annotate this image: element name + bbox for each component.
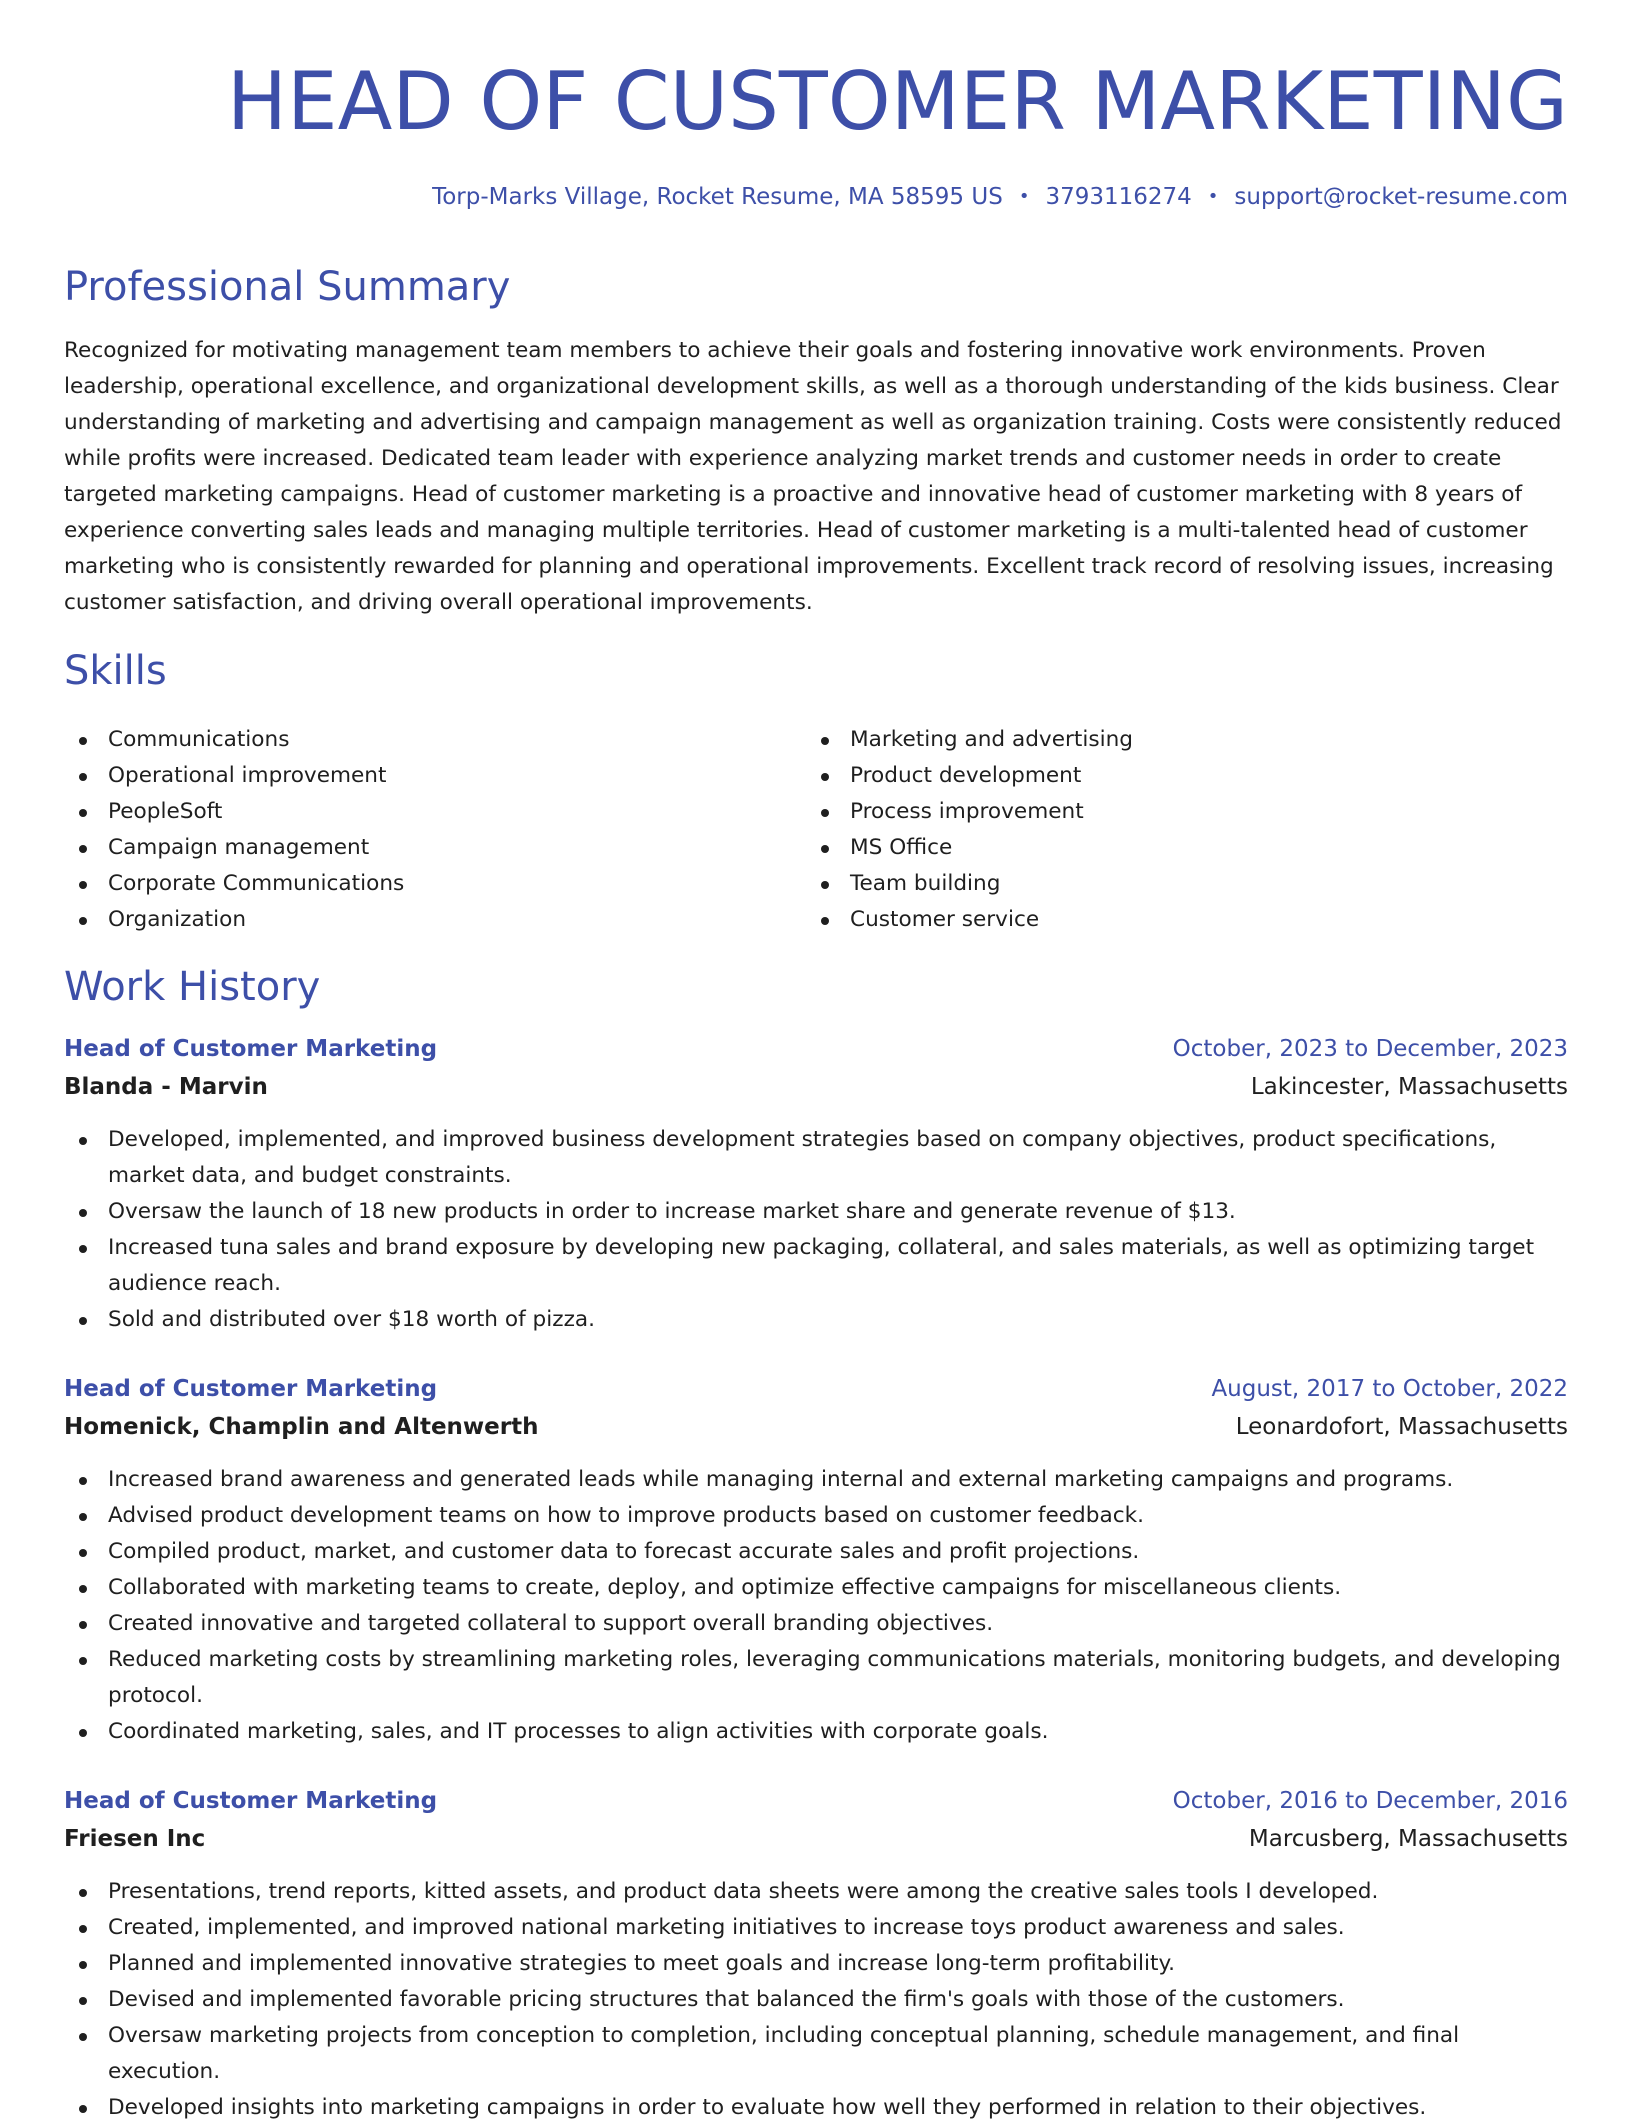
job-bullets xyxy=(64,1874,1568,2126)
job-company: Homenick, Champlin and Altenwerth xyxy=(64,1414,539,1440)
job-bullet: Reduced marketing costs by streamlining marketing roles, leveraging communications materials, monitoring budgets, and developing protocol. xyxy=(64,1642,1568,1714)
job-bullet: Increased tuna sales and brand exposure by developing new packaging, collateral, and sales materials, as well as optimizing target audience reach. xyxy=(64,1230,1568,1302)
job-title: Head of Customer Marketing xyxy=(64,1788,438,1814)
skill-item: Product development xyxy=(806,758,1133,794)
job-dates: October, 2016 to December, 2016 xyxy=(1172,1788,1568,1814)
contact-separator: • xyxy=(1207,186,1219,207)
skill-item: Communications xyxy=(64,722,404,758)
contact-phone: 3793116274 xyxy=(1045,184,1192,210)
skill-item: Corporate Communications xyxy=(64,866,404,902)
summary-text: Recognized for motivating management team members to achieve their goals and fostering innovative work environments. Proven leadership, operational excellence, and organizational development skills, as well as a thorough understanding of the kids business. Clear understanding of marketing and advertising and campaign management as well as organization training. Costs were consistently reduced while profits were increased. Dedicated team leader with experience analyzing market trends and customer needs in order to create targeted marketing campaigns. Head of customer marketing is a proactive and innovative head of customer marketing with 8 years of experience converting sales leads and managing multiple territories. Head of customer marketing is a multi-talented head of customer marketing who is consistently rewarded for planning and operational improvements. Excellent track record of resolving issues, increasing customer satisfaction, and driving overall operational improvements. xyxy=(64,338,1562,615)
job-bullet: Created, implemented, and improved national marketing initiatives to increase toys product awareness and sales. xyxy=(64,1910,1568,1946)
skill-item: Organization xyxy=(64,902,404,938)
job-bullet: Advised product development teams on how to improve products based on customer feedback. xyxy=(64,1498,1568,1534)
job-title: Head of Customer Marketing xyxy=(64,1036,438,1062)
job-bullet: Developed insights into marketing campaigns in order to evaluate how well they performed in relation to their objectives. xyxy=(64,2090,1568,2126)
skill-item: Operational improvement xyxy=(64,758,404,794)
skill-item: Marketing and advertising xyxy=(806,722,1133,758)
job-company: Blanda - Marvin xyxy=(64,1074,268,1100)
contact-email: support@rocket-resume.com xyxy=(1234,184,1568,210)
job-location: Lakincester, Massachusetts xyxy=(1250,1074,1568,1100)
job-bullet: Coordinated marketing, sales, and IT processes to align activities with corporate goals. xyxy=(64,1714,1568,1750)
summary-heading: Professional Summary xyxy=(64,264,511,310)
contact-line xyxy=(432,180,1568,216)
job-bullet: Increased brand awareness and generated leads while managing internal and external marketing campaigns and programs. xyxy=(64,1462,1568,1498)
job-company: Friesen Inc xyxy=(64,1826,206,1852)
job-bullets xyxy=(64,1122,1568,1338)
skills-column-right xyxy=(806,722,1133,938)
job-bullet: Presentations, trend reports, kitted assets, and product data sheets were among the creative sales tools I developed. xyxy=(64,1874,1568,1910)
job-bullet: Compiled product, market, and customer data to forecast accurate sales and profit projections. xyxy=(64,1534,1568,1570)
skill-item: Campaign management xyxy=(64,830,404,866)
job-bullet: Oversaw the launch of 18 new products in order to increase market share and generate revenue of $13. xyxy=(64,1194,1568,1230)
job-bullet: Developed, implemented, and improved business development strategies based on company objectives, product specifications, market data, and budget constraints. xyxy=(64,1122,1568,1194)
job-location: Marcusberg, Massachusetts xyxy=(1248,1826,1568,1852)
job-dates: August, 2017 to October, 2022 xyxy=(1211,1376,1568,1402)
skill-item: Process improvement xyxy=(806,794,1133,830)
job-dates: October, 2023 to December, 2023 xyxy=(1172,1036,1568,1062)
skill-item: Team building xyxy=(806,866,1133,902)
skills-column-left xyxy=(64,722,404,938)
skill-item: MS Office xyxy=(806,830,1133,866)
job-bullets xyxy=(64,1462,1568,1750)
skill-item: Customer service xyxy=(806,902,1133,938)
skills-heading: Skills xyxy=(64,648,167,694)
job-bullet: Planned and implemented innovative strategies to meet goals and increase long-term profitability. xyxy=(64,1946,1568,1982)
job-bullet: Sold and distributed over $18 worth of pizza. xyxy=(64,1302,1568,1338)
contact-address: Torp-Marks Village, Rocket Resume, MA 58595 US xyxy=(432,184,1003,210)
job-location: Leonardofort, Massachusetts xyxy=(1235,1414,1568,1440)
job-bullet: Devised and implemented favorable pricing structures that balanced the firm's goals with those of the customers. xyxy=(64,1982,1568,2018)
job-bullet: Oversaw marketing projects from conception to completion, including conceptual planning, schedule management, and final execution. xyxy=(64,2018,1568,2090)
work-history-heading: Work History xyxy=(64,964,321,1010)
job-title: Head of Customer Marketing xyxy=(64,1376,438,1402)
skill-item: PeopleSoft xyxy=(64,794,404,830)
candidate-title: HEAD OF CUSTOMER MARKETING xyxy=(226,55,1568,148)
contact-separator: • xyxy=(1018,186,1030,207)
job-bullet: Collaborated with marketing teams to create, deploy, and optimize effective campaigns for miscellaneous clients. xyxy=(64,1570,1568,1606)
job-bullet: Created innovative and targeted collateral to support overall branding objectives. xyxy=(64,1606,1568,1642)
